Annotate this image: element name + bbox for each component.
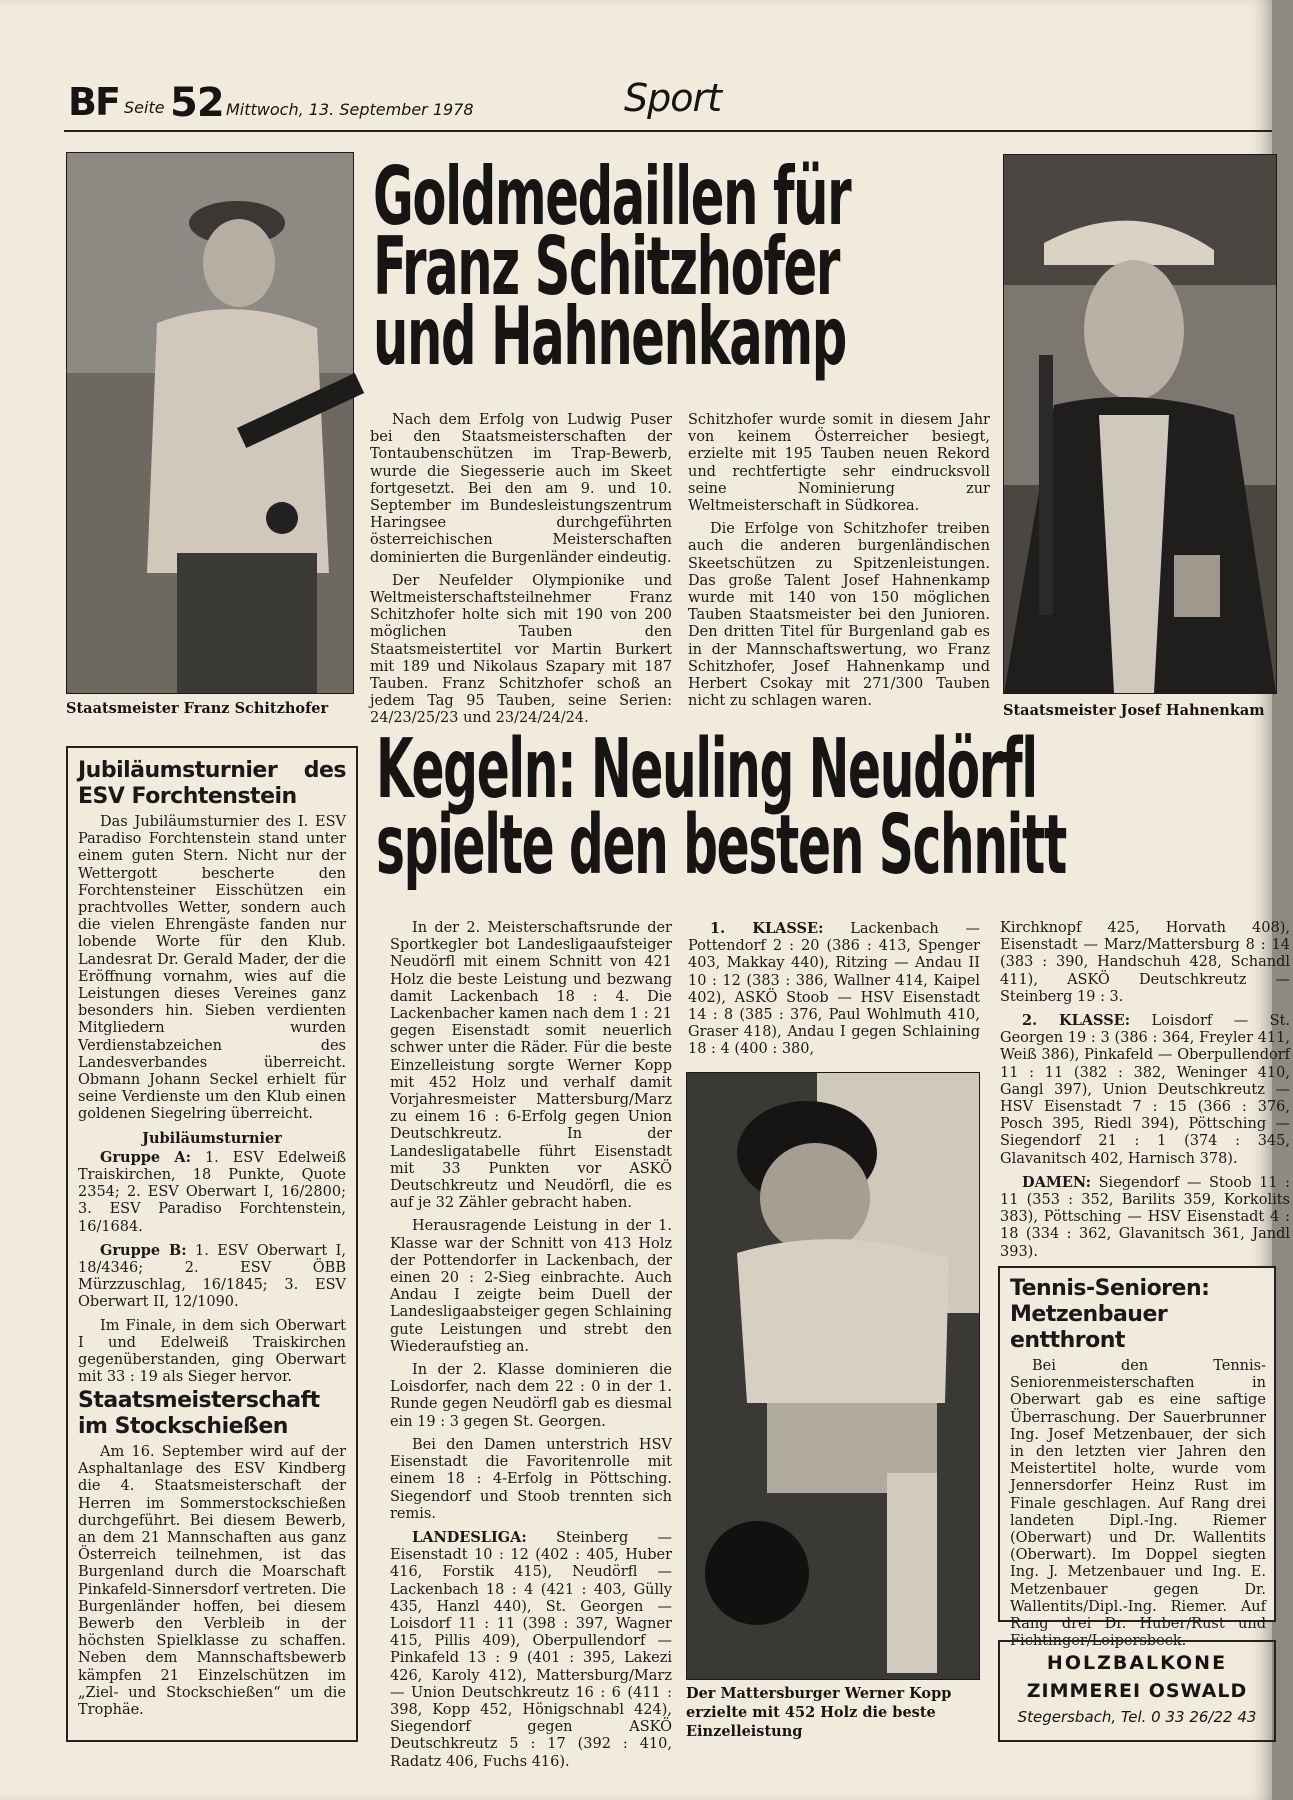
damen-label: DAMEN: [1022, 1173, 1092, 1191]
klasse2-label: 2. KLASSE: [1022, 1012, 1131, 1030]
landesliga-label: LANDESLIGA: [412, 1528, 527, 1546]
article1-paragraph: Nach dem Erfolg von Ludwig Puser bei den Staatsmeisterschaften der Tontaubenschützen im Trap-Bewerb, wurde die Siegesserie auch im Skeet fortgesetzt. Bei den am 9. und 10. September im Bundesleistungszentrum Haringsee durchgeführten österreichischen Meisterschaften dominierten die Burgenländer eindeutig. [370, 412, 672, 566]
tennis-title: Tennis-Senioren: Metzenbauer entthront [1010, 1276, 1210, 1353]
gruppe-a-label: Gruppe A: [100, 1148, 192, 1166]
caption-werner-kopp: Der Mattersburger Werner Kopp erzielte mit 452 Holz die beste Einzelleistung [686, 1685, 952, 1740]
jubilaeum-subhead: Jubiläumsturnier [142, 1129, 282, 1147]
page-word: Seite [124, 98, 165, 117]
article2-damen [1000, 1174, 1290, 1261]
tennis-box [998, 1266, 1276, 1650]
tennis-paragraph: Bei den Tennis-Seniorenmeisterschaften in Oberwart gab es eine saftige Überraschung. Der Sauerbrunner Ing. Josef Metzenbauer, der sich in den letzten vier Jahren den Meistertitel holte, wurde vom Jennersdorfer Heinz Rust im Finale geschlagen. Auf Rang drei landeten Dipl.-Ing. Riemer (Oberwart) und Dr. Wallentits (Oberwart). Im Doppel siegten Ing. J. Metzenbauer und Ing. E. Metzenbauer gegen Dr. Wallentits/Dipl.-Ing. Riemer. Auf Rang drei Dr. Huber/Rust und Fichtinger/Loipersbeck. [1010, 1358, 1266, 1650]
article2-paragraph: Bei den Damen unterstrich HSV Eisenstadt die Favoritenrolle mit einem 18 : 4-Erfolg in Pöttsching. Siegendorf und Stoob trennten sich remis. [390, 1436, 672, 1522]
article2-paragraph: In der 2. Klasse dominieren die Loisdorfer, nach dem 22 : 0 in der 1. Runde gegen Neudörfl gab es diesmal ein 19 : 3 gegen St. Georgen. [390, 1362, 672, 1430]
stockschiessen-section [78, 1388, 346, 1733]
photo-franz-schitzhofer [66, 152, 354, 694]
bowler-photo-illustration [687, 1073, 979, 1679]
klasse1-label: 1. KLASSE: [710, 920, 824, 937]
ad-line-1: HOLZBALKONE [1046, 1652, 1228, 1674]
article1-column-2 [688, 412, 990, 722]
article2-column-3 [1000, 920, 1291, 1260]
article1-column-1 [370, 412, 672, 727]
article2-klasse2 [1000, 1012, 1290, 1168]
shooter-photo-illustration [67, 153, 353, 693]
jubilaeum-title: Jubiläumsturnier des ESV Forchtenstein [78, 758, 346, 809]
headline-line-1: Kegeln: Neuling Neudörfl [376, 722, 1037, 817]
photo-werner-kopp [686, 1072, 980, 1680]
gruppe-a-text: 1. ESV Edelweiß Traiskirchen, 18 Punkte, Quote 2354; 2. ESV Oberwart I, 16/2800; 3. ESV Paradiso Forchtenstein, 16/1684. [78, 1149, 347, 1235]
photo-josef-hahnenkamp [1003, 154, 1277, 694]
headline-line-3: und Hahnenkamp [373, 290, 846, 383]
ad-line-2: ZIMMEREI OSWALD [1026, 1680, 1248, 1702]
jubilaeum-final: Im Finale, in dem sich Oberwart I und Edelweiß Traiskirchen gegenüberstanden, ging Oberwart mit 33 : 19 als Sieger hervor. [78, 1317, 346, 1386]
article2-paragraph: In der 2. Meisterschaftsrunde der Sportkegler bot Landesligaaufsteiger Neudörfl mit einem Schnitt von 421 Holz die beste Leistung und bezwang damit Lackenbach 18 : 4. Die Lackenbacher kamen nach dem 1 : 21 gegen Eisenstadt somit neuerlich schwer unter die Räder. Für die beste Einzelleistung sorgte Werner Kopp mit 452 Holz und verhalf damit Vorjahresmeister Mattersburg/Marz zu einem 16 : 6-Erfolg gegen Union Deutschkreutz. In der Landesligatabelle führt Eisenstadt mit 33 Punkten vor ASKÖ Deutschkreutz und Neudörfl, die es auf je 32 Zähler gebracht haben. [390, 920, 672, 1212]
jubilaeum-gruppe-b [78, 1242, 346, 1312]
headline-goldmedaillen [373, 150, 851, 383]
sidebar-box-left [66, 746, 358, 1742]
jubilaeum-section [78, 758, 347, 1386]
caption-franz: Staatsmeister Franz Schitzhofer [66, 700, 329, 717]
headline-line-2: Franz Schitzhofer [373, 220, 839, 313]
gruppe-b-text: 1. ESV Oberwart I, 18/4346; 2. ESV ÖBB Mürzzuschlag, 16/1845; 3. ESV Oberwart II, 12/1090. [78, 1242, 346, 1311]
article2-landesliga [390, 1529, 672, 1771]
issue-date: Mittwoch, 13. September 1978 [226, 100, 474, 119]
ad-line-3: Stegersbach, Tel. 0 33 26/22 43 [1017, 1708, 1257, 1726]
junior-shooter-photo-illustration [1004, 155, 1276, 693]
page-number: 52 [170, 80, 224, 126]
stockschiessen-paragraph: Am 16. September wird auf der Asphaltanlage des ESV Kindberg die 4. Staatsmeisterschaft der Herren im Sommerstockschießen durchgeführt. Bei diesem Bewerb, an dem 21 Mannschaften aus ganz Österreich teilnehmen, ist das Burgenland durch die Moarschaft Pinkafeld-Sinnersdorf vertreten. Die Burgenländer hoffen, bei diesem Bewerb den Verbleib in der höchsten Spielklasse zu schaffen. Neben dem Mannschaftsbewerb kämpfen 21 Einzelschützen im „Ziel- und Stockschießen“ um die Trophäe. [78, 1444, 346, 1719]
headline-line-2: spielte den besten Schnitt [376, 798, 1066, 893]
gruppe-b-label: Gruppe B: [100, 1241, 187, 1259]
headline-kegeln [376, 722, 1066, 893]
caption-josef: Staatsmeister Josef Hahnenkam [1003, 702, 1265, 719]
article2-klasse1 [688, 920, 980, 1059]
klasse2-results: Loisdorf — St. Georgen 19 : 3 (386 : 364, Freyler 411, Weiß 386), Pinkafeld — Oberpullendorf 11 : 11 (382 : 382, Weninger 410, Gangl 397), Union Deutschkreutz — HSV Eisenstadt 7 : 15 (366 : 376, Posch 395, Riedl 394), Pöttsching — Siegendorf 21 : 1 (374 : 345, Glavanitsch 402, Harnisch 378). [1000, 1013, 1291, 1167]
article2-paragraph: Kirchknopf 425, Horvath 408), Eisenstadt — Marz/Mattersburg 8 : 14 (383 : 390, Handschuh 428, Schandl 411), ASKÖ Deutschkreutz — Steinberg 19 : 3. [1000, 920, 1290, 1005]
landesliga-results: Steinberg — Eisenstadt 10 : 12 (402 : 405, Huber 416, Forstik 415), Neudörfl — Lackenbach 18 : 4 (421 : 403, Gülly 435, Hanzl 440), St. Georgen — Loisdorf 11 : 11 (398 : 397, Wagner 415, Pillis 409), Oberpullendorf — Pinkafeld 13 : 9 (401 : 395, Lakezi 426, Karoly 412), Mattersburg/Marz — Union Deutschkreutz 16 : 6 (411 : 398, Kopp 452, Hönigschnabl 424), Siegendorf gegen ASKÖ Deutschkreutz 5 : 17 (392 : 410, Radatz 406, Fuchs 416). [390, 1529, 672, 1770]
headline-line-1: Goldmedaillen für [373, 150, 851, 243]
section-title: Sport [624, 76, 722, 120]
damen-results: Siegendorf — Stoob 11 : 11 (353 : 352, Barilits 359, Korkolits 383), Pöttsching — HSV Eisenstadt 4 : 18 (334 : 362, Glavanitsch 361, Jandl 393). [1000, 1174, 1290, 1260]
stockschiessen-title: Staatsmeisterschaft im Stockschießen [78, 1388, 320, 1439]
masthead-logo: BF [68, 80, 119, 124]
klasse1-results: Lackenbach — Pottendorf 2 : 20 (386 : 413, Spenger 403, Makkay 440), Ritzing — Andau II 10 : 12 (383 : 386, Wallner 414, Kaipel 402), ASKÖ Stoob — HSV Eisenstadt 14 : 8 (385 : 376, Paul Wohlmuth 410, Graser 418), Andau I gegen Schlaining 18 : 4 (400 : 380, [688, 921, 980, 1058]
article1-paragraph: Der Neufelder Olympionike und Weltmeisterschaftsteilnehmer Franz Schitzhofer holte sich mit 190 von 200 möglichen Tauben den Staatsmeistertitel vor Martin Burkert mit 189 und Nikolaus Szapary mit 187 Tauben. Franz Schitzhofer schoß an jedem Tag 95 Tauben, seine Serien: 24/23/25/23 und 23/24/24/24. [370, 572, 672, 727]
advertisement-holzbalkone [998, 1640, 1276, 1742]
jubilaeum-gruppe-a [78, 1149, 346, 1236]
tennis-section [1010, 1276, 1266, 1650]
jubilaeum-paragraph: Das Jubiläumsturnier des I. ESV Paradiso Forchtenstein stand unter einem guten Stern. Nicht nur der Wettergott bescherte den Forchtensteiner Eisschützen ein prachtvolles Wetter, sondern auch die vielen Ehrengäste fanden nur lobende Worte für den Klub. Landesrat Dr. Gerald Mader, der die Eröffnung vornahm, wies auf die Leistungen dieses Vereines ganz besonders hin. Sieben verdienten Mitgliedern wurden Verdienstabzeichen des Landesverbandes überreicht. Obmann Johann Seckel erhielt für seine Verdienste um den Klub einen goldenen Siegelring überreicht. [78, 814, 346, 1123]
article2-column-2 [688, 920, 980, 1070]
header-rule [64, 130, 1272, 132]
article1-paragraph: Schitzhofer wurde somit in diesem Jahr von keinem Österreicher besiegt, erzielte mit 195 Tauben neuen Rekord und rechtfertigte sehr eindrucksvoll seine Nominierung zur Weltmeisterschaft in Südkorea. [688, 412, 990, 515]
article2-column-1 [390, 920, 672, 1770]
article1-paragraph: Die Erfolge von Schitzhofer treiben auch die anderen burgenländischen Skeetschützen zu Spitzenleistungen. Das große Talent Josef Hahnenkamp wurde mit 140 von 150 möglichen Tauben Staatsmeister bei den Junioren. Den dritten Titel für Burgenland gab es in der Mannschaftswertung, wo Franz Schitzhofer, Josef Hahnenkamp und Herbert Csokay mit 271/300 Tauben nicht zu schlagen waren. [688, 521, 990, 710]
article2-paragraph: Herausragende Leistung in der 1. Klasse war der Schnitt von 413 Holz der Pottendorfer in Lackenbach, der einen 20 : 2-Sieg einbrachte. Auch Andau I zeigte beim Duell der Landesligaabsteiger gegen Schlaining gute Leistungen und strebt den Wiederaufstieg an. [390, 1218, 672, 1355]
